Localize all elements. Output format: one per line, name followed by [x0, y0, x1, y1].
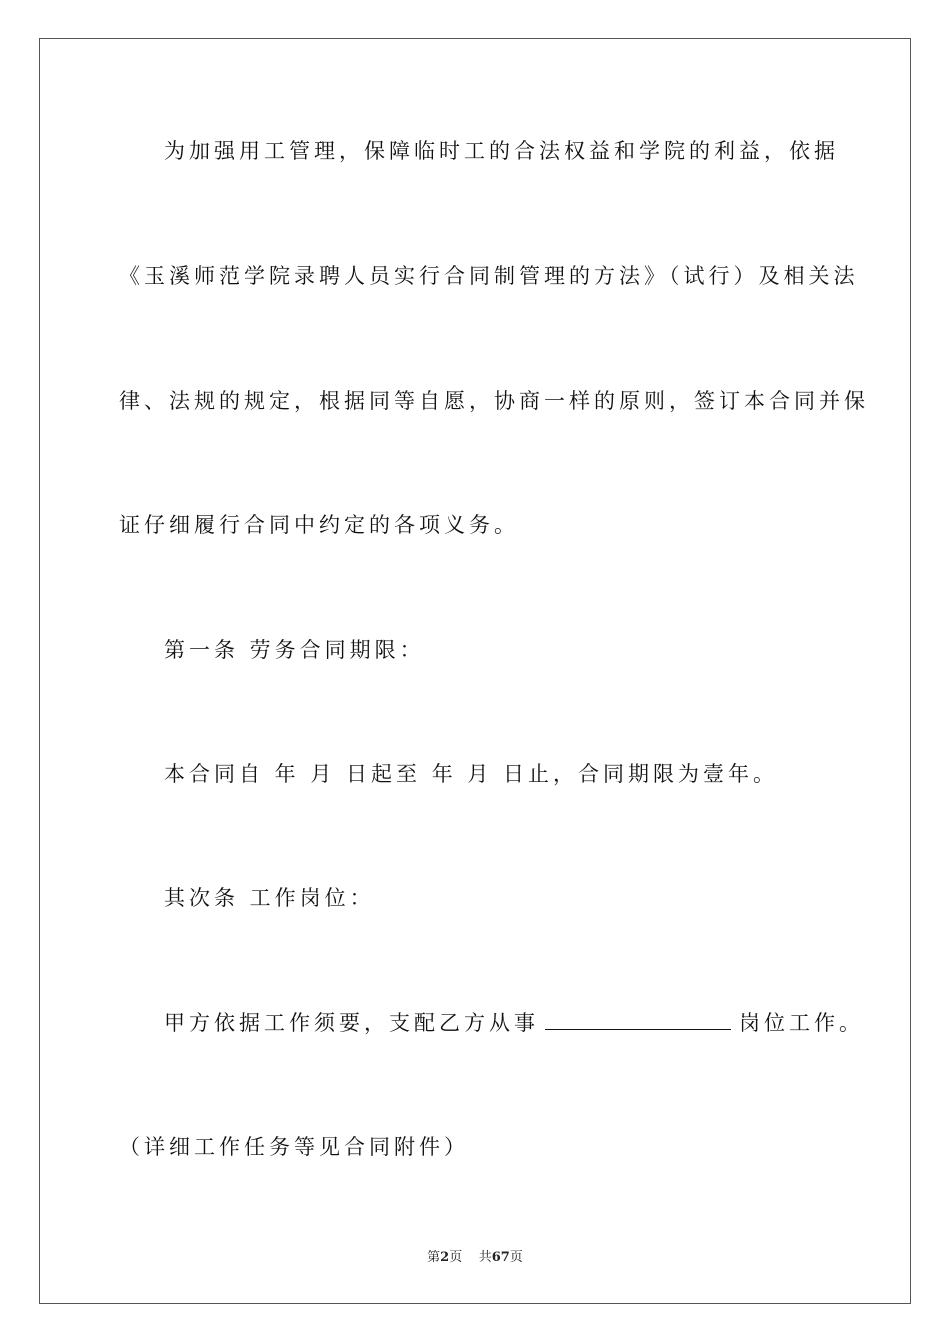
paragraph-line-4: 证仔细履行合同中约定的各项义务。: [119, 513, 519, 537]
blank-underline: [545, 1009, 731, 1030]
paragraph-line-3: 律、法规的规定，根据同等自愿，协商一样的原则，签订本合同并保: [119, 389, 869, 413]
article-2-body-before: 甲方依据工作须要，支配乙方从事: [164, 1011, 539, 1035]
article-1-title: 第一条 劳务合同期限：: [164, 638, 425, 662]
current-page: 2: [440, 1250, 450, 1265]
footer-mid: 页 共: [449, 1250, 492, 1265]
page-footer: [0, 1246, 950, 1265]
paragraph-line-2: 《玉溪师范学院录聘人员实行合同制管理的方法》（试行）及相关法: [119, 264, 859, 288]
article-1-body: 本合同自 年 月 日起至 年 月 日止，合同期限为壹年。: [164, 762, 779, 786]
article-2-body-after: 岗位工作。: [739, 1011, 864, 1035]
total-pages: 67: [491, 1250, 510, 1265]
article-2-body: [164, 1009, 864, 1037]
article-2-note: （详细工作任务等见合同附件）: [119, 1135, 469, 1159]
paragraph-line-1: 为加强用工管理，保障临时工的合法权益和学院的利益，依据: [164, 139, 839, 163]
article-2-title: 其次条 工作岗位：: [164, 886, 375, 910]
footer-suffix: 页: [509, 1250, 523, 1265]
footer-prefix: 第: [427, 1250, 441, 1265]
page-border: [39, 38, 911, 1304]
